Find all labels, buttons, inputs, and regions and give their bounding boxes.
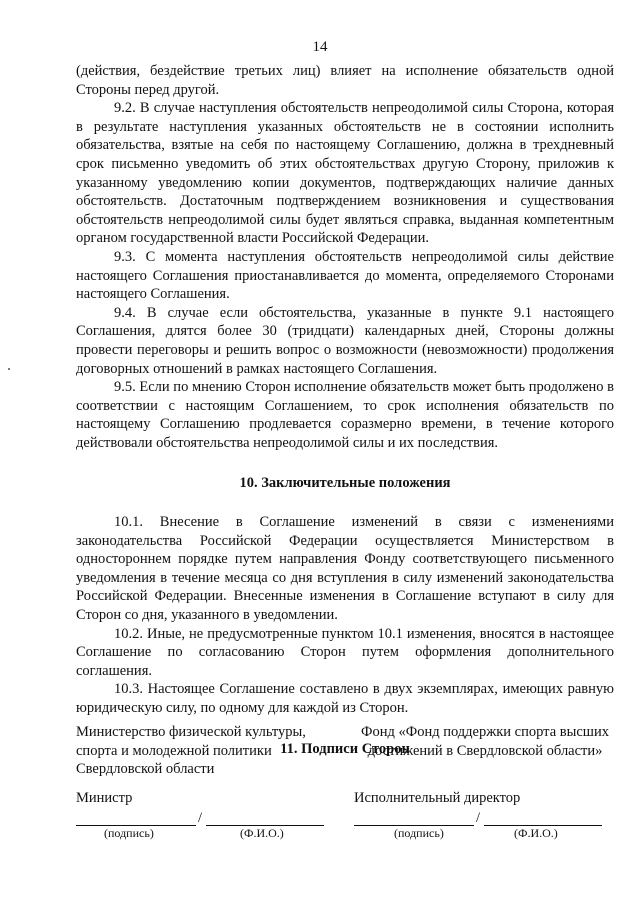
paragraph-10-1: 10.1. Внесение в Соглашение изменений в связи с изменениями законодательства Российской Федерации осуществляется Министерством в одностороннем порядке путем направления Фонду соответствующего письменного уведомления в течение месяца со дня вступления в силу изменений законодательства Российской Федерации. Внесенные изменения в Соглашение вступают в силу для Сторон со дня, указанного в уведомлении. [76, 514, 614, 624]
caption-name: (Ф.И.О.) [514, 826, 558, 840]
document-body [76, 62, 614, 778]
caption-signature: (подпись) [104, 826, 154, 840]
signature-left [76, 723, 336, 840]
slash-separator: / [198, 810, 203, 826]
party-fund: Фонд «Фонд поддержки спорта высших достижений в Свердловской области» [361, 724, 609, 759]
role-executive-director: Исполнительный директор [354, 790, 521, 806]
section-10-heading: 10. Заключительные положения [239, 475, 451, 492]
paragraph-10-2: 10.2. Иные, не предусмотренные пунктом 10.1 изменения, вносятся в настоящее Соглашение по согласованию Сторон путем оформления дополнительного соглашения. [76, 625, 614, 679]
paragraph-continuation: (действия, бездействие третьих лиц) влияет на исполнение обязательств одной Стороны перед другой. [76, 63, 614, 98]
paragraph-9-5: 9.5. Если по мнению Сторон исполнение обязательств может быть продолжено в соответствии с настоящим Соглашением, то срок исполнения обязательств по настоящему Соглашению продлевается соразмерно времени, в течение которого действовали обстоятельства непреодолимой силы и их последствия. [76, 379, 614, 451]
caption-name: (Ф.И.О.) [240, 826, 284, 840]
paragraph-10-3: 10.3. Настоящее Соглашение составлено в двух экземплярах, имеющих равную юридическую силу, по одному для каждой из Сторон. [76, 681, 614, 716]
paragraph-9-2: 9.2. В случае наступления обстоятельств непреодолимой силы Сторона, которая в результате наступления указанных обстоятельств не в состоянии исполнить обязательства, взятые на себя по настоящему Соглашению, должна в трехдневный срок письменно уведомить об этих обстоятельствах другую Сторону, приложив к указанному уведомлению копии документов, подтверждающих наличие данных обстоятельств. Достаточным подтверждением возникновения и существования обстоятельств непреодолимой силы будет являться справка, выданная компетентным органом государственной власти Российской Федерации. [76, 100, 614, 247]
signature-line-right [354, 809, 604, 829]
paragraph-9-3: 9.3. С момента наступления обстоятельств непреодолимой силы действие настоящего Соглашения приостанавливается до момента, определяемого Сторонами настоящего Соглашения. [76, 248, 614, 303]
scan-speck [8, 368, 10, 370]
page-number: 14 [312, 39, 328, 55]
caption-signature: (подпись) [394, 826, 444, 840]
role-minister: Министр [76, 790, 133, 806]
slash-separator: / [476, 810, 481, 826]
signature-right [354, 723, 616, 840]
party-ministry: Министерство физической культуры, спорта и молодежной политики Свердловской области [76, 724, 306, 778]
section-11-heading: 11. Подписи Сторон [280, 740, 410, 757]
paragraph-9-4: 9.4. В случае если обстоятельства, указанные в пункте 9.1 настоящего Соглашения, длятся более 30 (тридцати) календарных дней, Стороны должны провести переговоры и решить вопрос о возможности (невозможности) продолжения договорных отношений в рамках настоящего Соглашения. [76, 304, 614, 377]
